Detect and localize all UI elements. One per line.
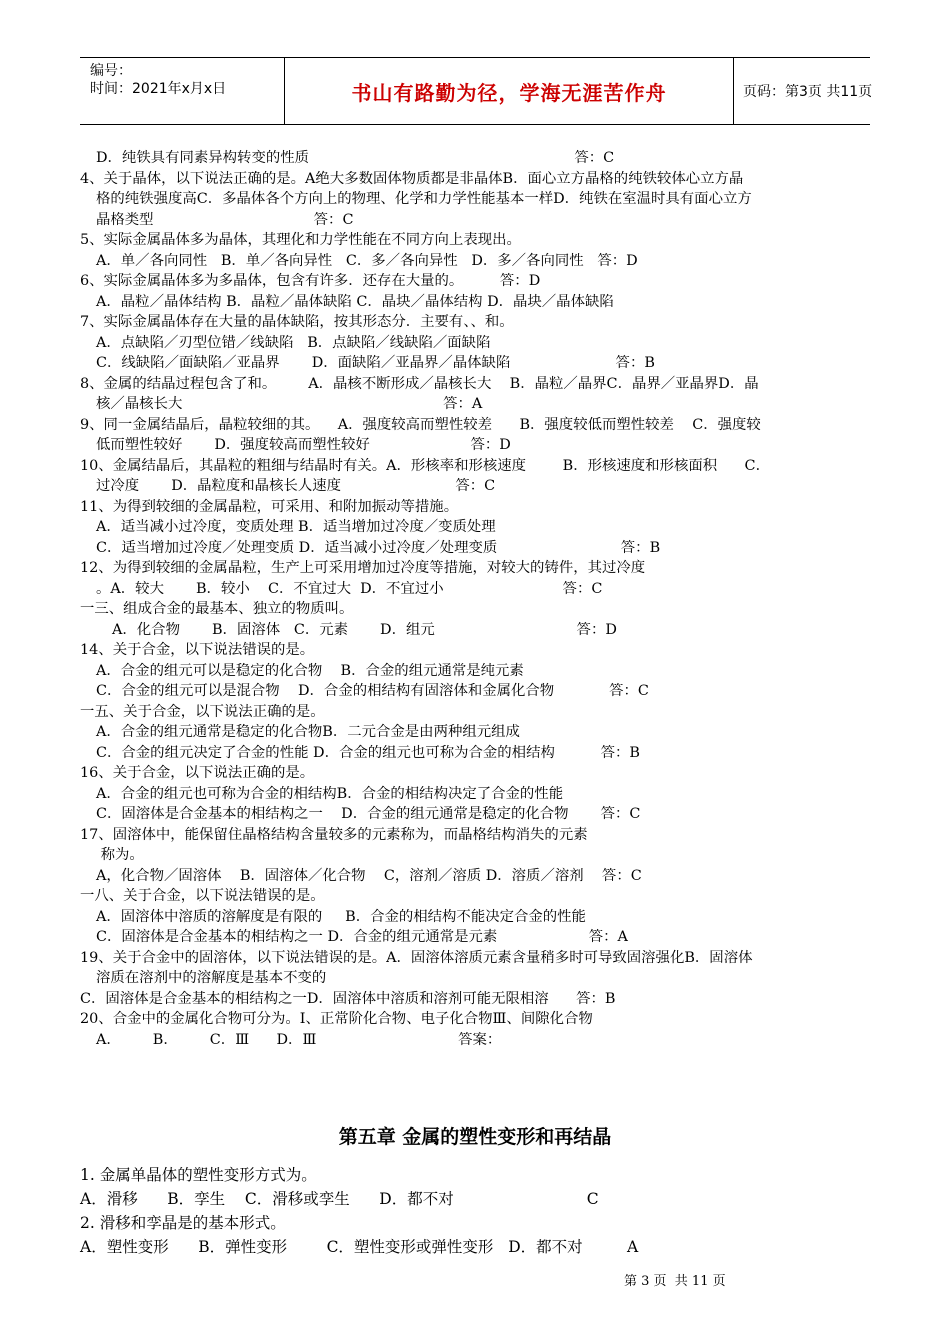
text-line: A．合金的组元可以是稳定的化合物 B．合金的组元通常是纯元素	[96, 662, 524, 679]
text-line: 12、为得到较细的金属晶粒，生产上可采用增加过冷度等措施，对较大的铸件，其过冷度	[80, 560, 646, 576]
text-line: 4、关于晶体，以下说法正确的是。A绝大多数固体物质都是非晶体B．面心立方晶格的纯铁较体心立方晶	[80, 170, 744, 187]
text-line: 6、实际金属晶体多为多晶体，包含有许多．还存在大量的。 答：D	[80, 273, 541, 289]
chapter-text-line: 2. 滑移和孪晶是的基本形式。	[80, 1214, 286, 1232]
page-header	[80, 57, 873, 125]
text-line: 一八、关于合金，以下说法错误的是。	[80, 888, 325, 904]
text-line: A．适当减小过冷度，变质处理 B．适当增加过冷度／变质处理	[96, 519, 496, 535]
document-number-label: 编号：	[90, 63, 132, 79]
text-line: D．纯铁具有同素异构转变的性质 答：C	[96, 150, 615, 166]
text-line: C．固溶体是合金基本的相结构之一 D．合金的组元通常是元素 答：A	[96, 929, 628, 945]
text-line: 20、合金中的金属化合物可分为。I、正常阶化合物、电子化合物Ⅲ、间隙化合物	[80, 1011, 593, 1027]
text-line: C．线缺陷／面缺陷／亚晶界 D．面缺陷／亚晶界／晶体缺陷 答：B	[96, 355, 655, 371]
chapter-question-list	[80, 1163, 872, 1259]
text-line: C．合金的组元可以是混合物 D．合金的相结构有固溶体和金属化合物 答：C	[96, 683, 649, 699]
header-page-cell	[733, 58, 873, 124]
motto-text: 书山有路勤为径，学海无涯苦作舟	[351, 80, 667, 105]
text-line: A．单／各向同性 B．单／各向异性 C．多／各向异性 D．多／各向同性 答：D	[96, 252, 638, 269]
text-line: 晶格类型 答：C	[96, 211, 354, 228]
text-line: 7、实际金属晶体存在大量的晶体缺陷，按其形态分．主要有、、和。	[80, 314, 514, 330]
header-info	[80, 58, 284, 124]
text-line: A． B． C．Ⅲ D．Ⅲ 答案：	[96, 1031, 502, 1048]
text-line: 格的纯铁强度高C．多晶体各个方向上的物理、化学和力学性能基本一样D．纯铁在室温时具有面心立方	[96, 191, 752, 207]
text-line: A．固溶体中溶质的溶解度是有限的 B．合金的相结构不能决定合金的性能	[96, 908, 586, 925]
page-footer: 第 3 页 共 11 页	[624, 1274, 726, 1289]
text-line: A．化合物 B．固溶体 C．元素 D．组元 答：D	[112, 621, 617, 638]
text-line: 称为。	[96, 847, 144, 863]
text-line: 17、固溶体中，能保留住晶格结构含量较多的元素称为，而晶格结构消失的元素	[80, 826, 588, 843]
text-line: 低而塑性较好 D．强度较高而塑性较好 答：D	[96, 437, 511, 453]
text-line: 一三、组成合金的最基本、独立的物质叫。	[80, 601, 354, 617]
chapter-text-line: A．滑移 B．孪生 C．滑移或孪生 D．都不对 C	[80, 1190, 599, 1208]
chapter-text-line: 1. 金属单晶体的塑性变形方式为。	[80, 1166, 317, 1184]
date-label: 时间：2021年x月x日	[90, 81, 227, 97]
text-line: 19、关于合金中的固溶体，以下说法错误的是。A．固溶体溶质元素含量稍多时可导致固溶强化B．固溶体	[80, 949, 753, 966]
text-line: C．适当增加过冷度／处理变质 D．适当减小过冷度／处理变质 答：B	[96, 539, 661, 556]
text-line: 16、关于合金，以下说法正确的是。	[80, 765, 315, 781]
text-line: A，化合物／固溶体 B．固溶体／化合物 C，溶剂／溶质 D．溶质／溶剂 答：C	[96, 867, 642, 884]
text-line: 11、为得到较细的金属晶粒，可采用、和附加振动等措施。	[80, 498, 459, 515]
text-line: 8、金属的结晶过程包含了和。 A．晶核不断形成／晶核长大 B．晶粒／晶界C．晶界／亚晶界D．晶	[80, 375, 759, 392]
text-line: 。A．较大 B．较小 C．不宜过大 D．不宜过小 答：C	[96, 580, 603, 597]
chapter-text-line: A．塑性变形 B．弹性变形 C．塑性变形或弹性变形 D．都不对 A	[80, 1238, 639, 1256]
text-line: C．固溶体是合金基本的相结构之一 D．合金的组元通常是稳定的化合物 答：C	[96, 806, 641, 822]
text-line: 一五、关于合金，以下说法正确的是。	[80, 703, 325, 720]
text-line: 过冷度 D．晶粒度和晶核长人速度 答：C	[96, 478, 496, 494]
header-motto-cell	[284, 58, 734, 124]
text-line: A．合金的组元通常是稳定的化合物B．二元合金是由两种组元组成	[96, 724, 520, 740]
text-line: 9、同一金属结晶后，晶粒较细的其。 A．强度较高而塑性较差 B．强度较低而塑性较差 C．强度较	[80, 416, 761, 433]
text-line: A．合金的组元也可称为合金的相结构B．合金的相结构决定了合金的性能	[96, 785, 564, 802]
text-line: A．晶粒／晶体结构 B．晶粒／晶体缺陷 C．晶块／晶体结构 D．晶块／晶体缺陷	[96, 293, 614, 310]
text-line: A．点缺陷／刃型位错／线缺陷 B．点缺陷／线缺陷／面缺陷	[96, 334, 491, 351]
chapter-title: 第五章 金属的塑性变形和再结晶	[338, 1126, 612, 1148]
page-code: 页码：第3页 共11页	[743, 84, 873, 100]
text-line: 14、关于合金，以下说法错误的是。	[80, 642, 315, 658]
text-line: 5、实际金属晶体多为晶体，其理化和力学性能在不同方向上表现出。	[80, 232, 521, 248]
text-line: 核／晶核长大 答：A	[96, 396, 483, 412]
text-line: 10、金属结晶后，其晶粒的粗细与结晶时有关。A．形核率和形核速度 B．形核速度和形核面积 C．	[80, 457, 770, 474]
text-line: 溶质在溶剂中的溶解度是基本不变的	[96, 970, 327, 986]
text-line: C．固溶体是合金基本的相结构之一D．固溶体中溶质和溶剂可能无限相溶 答：B	[80, 990, 616, 1007]
text-line: C．合金的组元决定了合金的性能 D．合金的组元也可称为合金的相结构 答：B	[96, 744, 640, 761]
question-list	[80, 148, 872, 1050]
